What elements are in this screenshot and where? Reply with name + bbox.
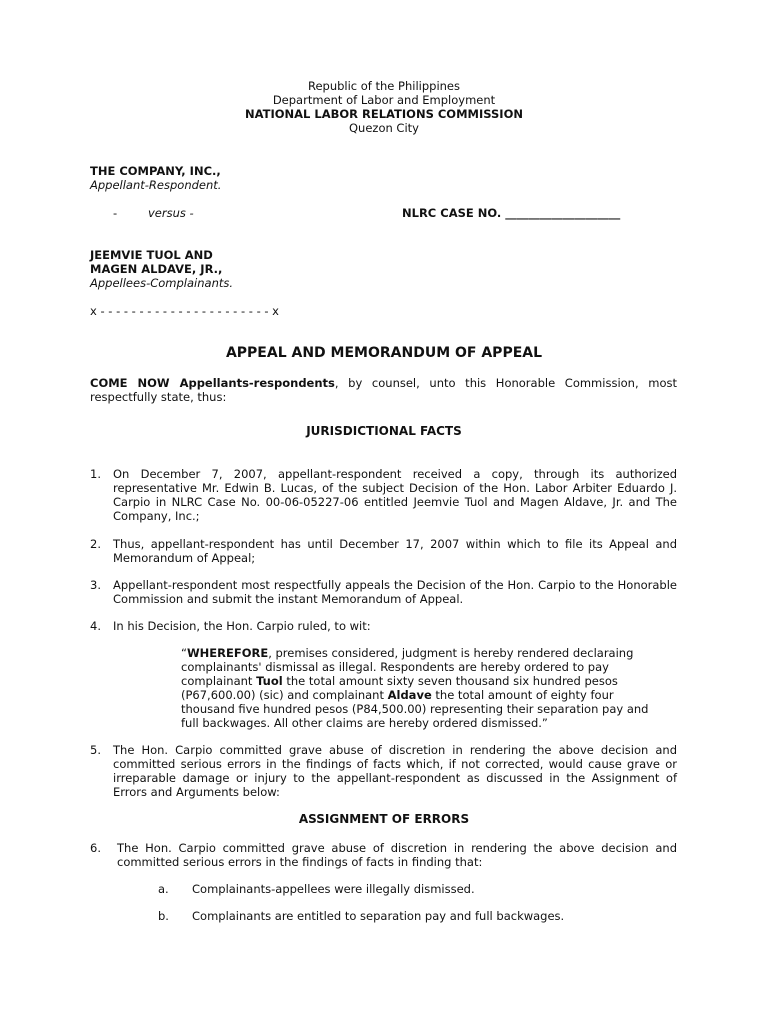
document-title: APPEAL AND MEMORANDUM OF APPEAL [225, 345, 543, 361]
header-city: Quezon City [349, 121, 419, 135]
header-department: Department of Labor and Employment [272, 93, 496, 107]
item-number: 3. [90, 578, 101, 592]
appellee-name-line1: JEEMVIE TUOL AND [90, 248, 213, 262]
item-number: 1. [90, 467, 101, 481]
header-republic: Republic of the Philippines [307, 79, 461, 93]
item-number: 2. [90, 537, 101, 551]
case-number-label: NLRC CASE NO. ____________________ [402, 206, 621, 220]
section-jurisdictional-facts: JURISDICTIONAL FACTS [306, 424, 462, 438]
sub-item-text: Complainants are entitled to separation pay and full backwages. [192, 909, 565, 923]
header-commission: NATIONAL LABOR RELATIONS COMMISSION [245, 107, 523, 121]
item-text: In his Decision, the Hon. Carpio ruled, to wit: [113, 619, 371, 633]
item-number: 4. [90, 619, 101, 633]
intro-rest: , by counsel, unto this Honorable Commission, most respectfully state, thus: [90, 376, 677, 404]
appellee-role: Appellees-Complainants. [90, 276, 234, 290]
section-assignment-of-errors: ASSIGNMENT OF ERRORS [298, 812, 470, 826]
intro-bold: COME NOW Appellants-respondents [90, 376, 335, 390]
appellant-name: THE COMPANY, INC., [90, 164, 221, 178]
decision-quote: “WHEREFORE, premises considered, judgment is hereby rendered declaraing complainants' dismissal as illegal. Respondents are hereby ordered to pay complainant Tuol the total amount sixty seven thousand six hundred pesos (P67,600.00) (sic) and complainant Aldave the total amount of eighty four thousand five hundred pesos (P84,500.00) representing their separation pay and full backwages. All other claims are hereby ordered dismissed.” [181, 646, 649, 730]
item-text: Thus, appellant-respondent has until December 17, 2007 within which to file its Appeal and Memorandum of Appeal; [113, 537, 677, 565]
appellee-name-line2: MAGEN ALDAVE, JR., [90, 262, 223, 276]
sub-item-letter: a. [158, 882, 169, 896]
caption-separator: x - - - - - - - - - - - - - - - - - - - - - - x [90, 304, 279, 318]
item-text: Appellant-respondent most respectfully appeals the Decision of the Hon. Carpio to the Honorable Commission and submit the instant Memorandum of Appeal. [113, 578, 677, 606]
item-text: On December 7, 2007, appellant-respondent received a copy, through its authorized representative Mr. Edwin B. Lucas, of the subject Decision of the Hon. Labor Arbiter Eduardo J. Carpio in NLRC Case No. 00-06-05227-06 entitled Jeemvie Tuol and Magen Aldave, Jr. and The Company, Inc.; [113, 467, 677, 523]
sub-item-text: Complainants-appellees were illegally dismissed. [192, 882, 475, 896]
intro-paragraph [90, 376, 677, 404]
appellant-role: Appellant-Respondent. [90, 178, 222, 192]
sub-item-letter: b. [158, 909, 169, 923]
item-number: 5. [90, 743, 101, 757]
versus-dash: - [113, 206, 118, 220]
item-text: The Hon. Carpio committed grave abuse of discretion in rendering the above decision and committed serious errors in the findings of facts in finding that: [117, 841, 677, 869]
item-text: The Hon. Carpio committed grave abuse of discretion in rendering the above decision and committed serious errors in the findings of facts which, if not corrected, would cause grave or irreparable damage or injury to the appellant-respondent as discussed in the Assignment of Errors and Arguments below: [113, 743, 677, 799]
versus-label: versus - [148, 206, 194, 220]
item-number: 6. [90, 841, 101, 855]
